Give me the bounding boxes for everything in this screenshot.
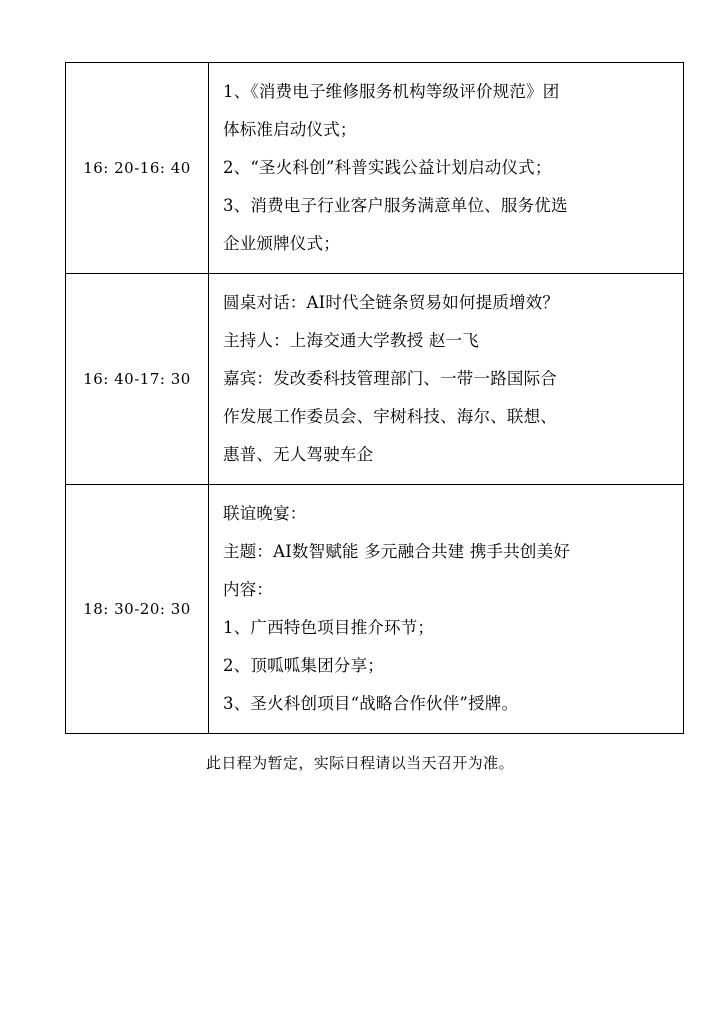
time-cell: 18: 30-20: 30 [66,485,209,734]
content-cell [209,485,684,734]
content-line: 内容： [223,580,274,599]
content-line: 作发展工作委员会、宇树科技、海尔、联想、 [223,407,557,426]
content-line: 1、《消费电子维修服务机构等级评价规范》团 [223,82,560,101]
content-line: 3、圣火科创项目“战略合作伙伴”授牌。 [223,694,519,713]
content-line: 圆桌对话：AI时代全链条贸易如何提质增效？ [223,293,560,312]
content-line: 企业颁牌仪式； [223,234,340,253]
content-line: 主持人：上海交通大学教授 赵一飞 [223,331,479,350]
content-cell [209,274,684,485]
table-row [66,274,684,485]
content-line: 2、“圣火科创”科普实践公益计划启动仪式； [223,158,552,177]
content-line: 联谊晚宴： [223,504,307,523]
table-row [66,63,684,274]
footnote: 此日程为暂定，实际日程请以当天召开为准。 [205,754,514,772]
content-line: 3、消费电子行业客户服务满意单位、服务优选 [223,196,568,215]
content-line: 主题：AI数智赋能 多元融合共建 携手共创美好 [223,542,571,561]
content-line: 体标准启动仪式； [223,120,357,139]
content-line: 惠普、无人驾驶车企 [223,445,374,464]
content-cell [209,63,684,274]
content-line: 1、广西特色项目推介环节； [223,618,435,637]
time-cell: 16: 20-16: 40 [66,63,209,274]
content-line: 2、顶呱呱集团分享； [223,656,384,675]
time-cell: 16: 40-17: 30 [66,274,209,485]
schedule-table [65,62,684,734]
table-row [66,485,684,734]
content-line: 嘉宾：发改委科技管理部门、一带一路国际合 [223,369,557,388]
